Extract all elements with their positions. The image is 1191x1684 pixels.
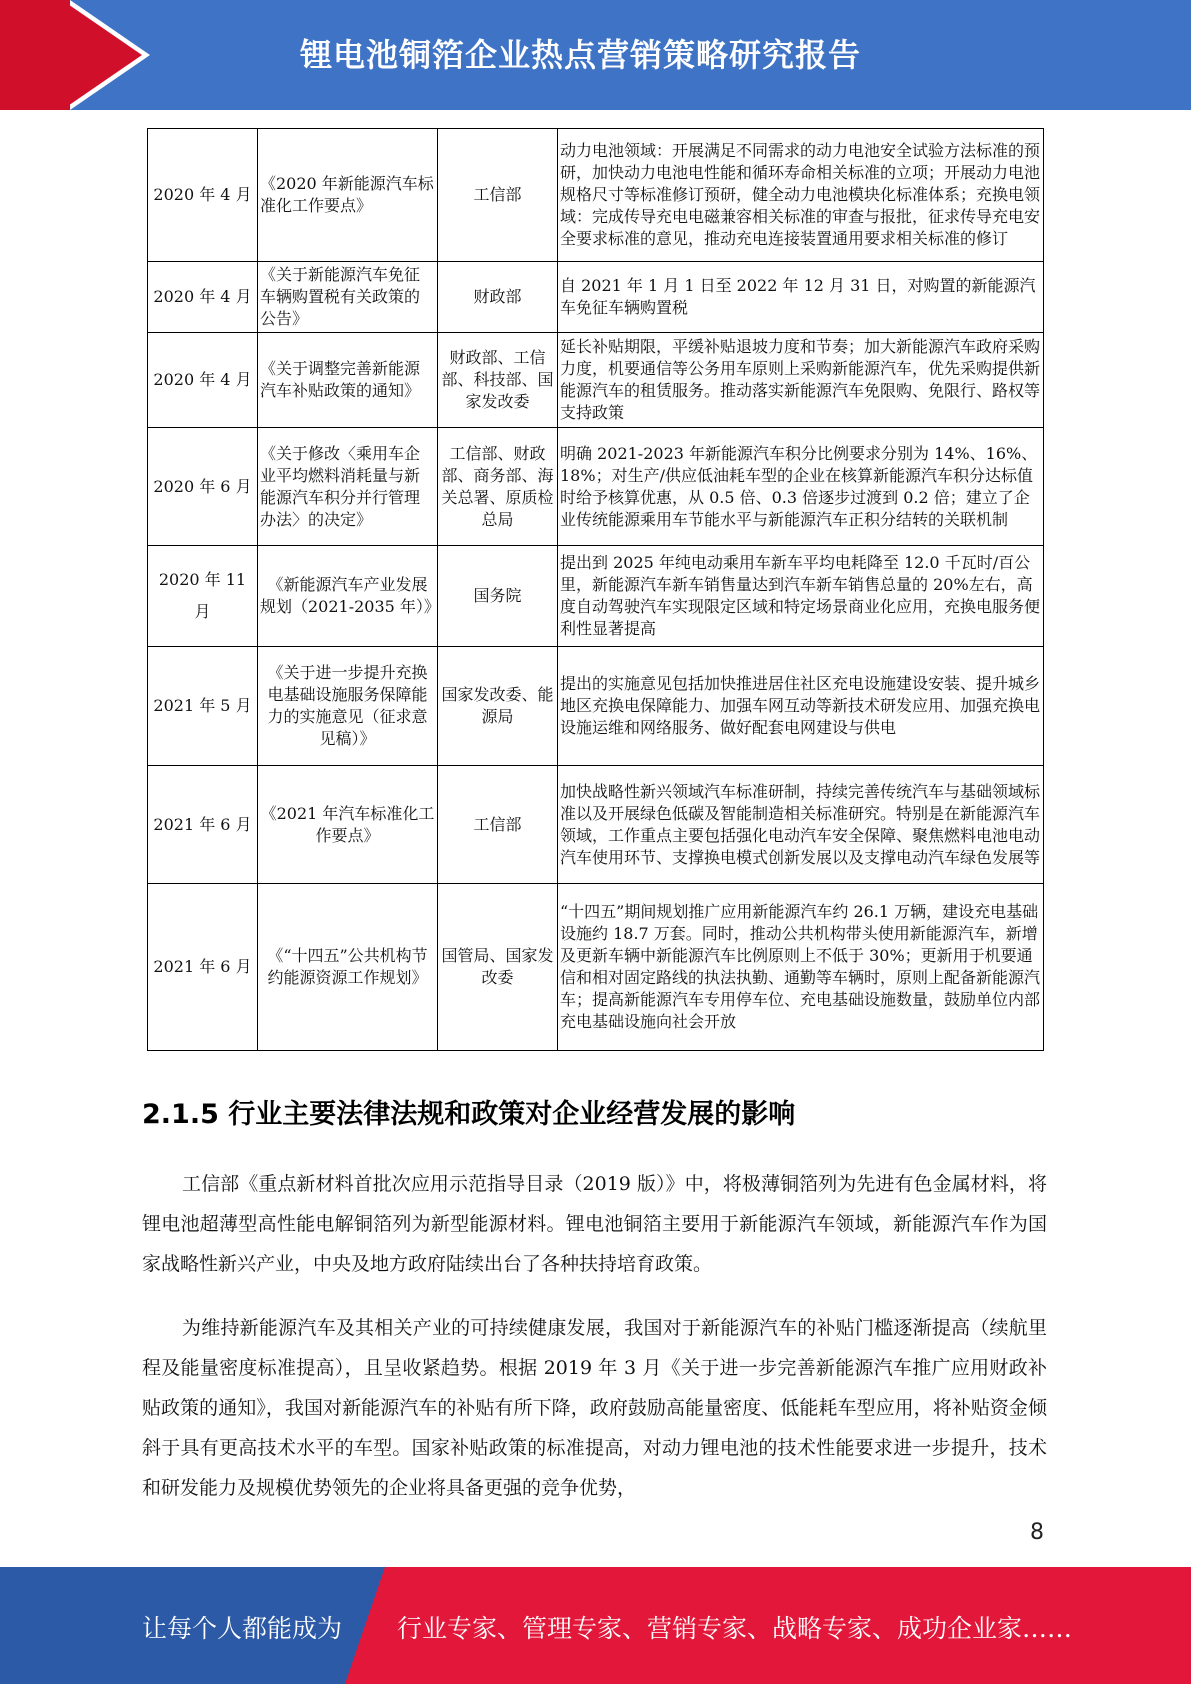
table-row [148, 884, 1044, 1051]
policy-org: 财政部、工信部、科技部、国家发改委 [438, 333, 558, 428]
policy-content: 加快战略性新兴领域汽车标准研制，持续完善传统汽车与基础领域标准以及开展绿色低碳及智能制造相关标准研究。特别是在新能源汽车领域，工作重点主要包括强化电动汽车安全保障、聚焦燃料电池电动汽车使用环节、支撑换电模式创新发展以及支撑电动汽车绿色发展等 [558, 766, 1044, 884]
policy-content: 明确 2021-2023 年新能源汽车积分比例要求分别为 14%、16%、18%；对生产/供应低油耗车型的企业在核算新能源汽车积分达标值时给予核算优惠，从 0.5 倍、0.3 倍逐步过渡到 0.2 倍；建立了企业传统能源乘用车节能水平与新能源汽车正积分结转的关联机制 [558, 428, 1044, 546]
header-bar [0, 0, 1191, 110]
policy-date: 2021 年 5 月 [148, 647, 258, 766]
body-paragraph: 为维持新能源汽车及其相关产业的可持续健康发展，我国对于新能源汽车的补贴门槛逐渐提高（续航里程及能量密度标准提高），且呈收紧趋势。根据 2019 年 3 月《关于进一步完善新能源汽车推广应用财政补贴政策的通知》，我国对新能源汽车的补贴有所下降，政府鼓励高能量密度、低能耗车型应用，将补贴资金倾斜于具有更高技术水平的车型。国家补贴政策的标准提高，对动力锂电池的技术性能要求进一步提升，技术和研发能力及规模优势领先的企业将具备更强的竞争优势， [142, 1317, 1047, 1499]
table-row [148, 546, 1044, 647]
policy-name: 《关于新能源汽车免征车辆购置税有关政策的公告》 [258, 262, 438, 333]
policy-org: 国管局、国家发改委 [438, 884, 558, 1051]
footer-slogan-left: 让每个人都能成为 [142, 1614, 343, 1643]
header-red-block [0, 0, 70, 110]
policy-content: 自 2021 年 1 月 1 日至 2022 年 12 月 31 日，对购置的新能源汽车免征车辆购置税 [558, 262, 1044, 333]
policy-name: 《“十四五”公共机构节约能源资源工作规划》 [258, 884, 438, 1051]
policy-name: 《关于调整完善新能源汽车补贴政策的通知》 [258, 333, 438, 428]
body-paragraph: 工信部《重点新材料首批次应用示范指导目录（2019 版）》中，将极薄铜箔列为先进有色金属材料，将锂电池超薄型高性能电解铜箔列为新型能源材料。锂电池铜箔主要用于新能源汽车领域，新能源汽车作为国家战略性新兴产业，中央及地方政府陆续出台了各种扶持培育政策。 [142, 1173, 1047, 1275]
policy-date: 2020 年 6 月 [148, 428, 258, 546]
policy-content: 提出的实施意见包括加快推进居住社区充电设施建设安装、提升城乡地区充换电保障能力、加强车网互动等新技术研发应用、加强充换电设施运维和网络服务、做好配套电网建设与供电 [558, 647, 1044, 766]
header-red-chevron [62, 0, 142, 110]
policy-date: 2021 年 6 月 [148, 884, 258, 1051]
policy-date: 2020 年 11 月 [148, 546, 258, 647]
policy-org: 工信部 [438, 766, 558, 884]
policy-name: 《新能源汽车产业发展规划（2021-2035 年）》 [258, 546, 438, 647]
footer-slogan-right: 行业专家、管理专家、营销专家、战略专家、成功企业家…… [397, 1614, 1073, 1643]
policy-content: 提出到 2025 年纯电动乘用车新车平均电耗降至 12.0 千瓦时/百公里，新能源汽车新车销售量达到汽车新车销售总量的 20%左右，高度自动驾驶汽车实现限定区域和特定场景商业化应用，充换电服务便利性显著提高 [558, 546, 1044, 647]
policy-date: 2020 年 4 月 [148, 129, 258, 262]
table-row [148, 129, 1044, 262]
policy-org: 工信部、财政部、商务部、海关总署、原质检总局 [438, 428, 558, 546]
policy-content: “十四五”期间规划推广应用新能源汽车约 26.1 万辆，建设充电基础设施约 18.7 万套。同时，推动公共机构带头使用新能源汽车，新增及更新车辆中新能源汽车比例原则上不低于 30%；更新用于机要通信和相对固定路线的执法执勤、通勤等车辆时，原则上配备新能源汽车；提高新能源汽车专用停车位、充电基础设施数量，鼓励单位内部充电基础设施向社会开放 [558, 884, 1044, 1051]
policy-name: 《关于修改〈乘用车企业平均燃料消耗量与新能源汽车积分并行管理办法〉的决定》 [258, 428, 438, 546]
policy-org: 国务院 [438, 546, 558, 647]
table-row [148, 766, 1044, 884]
policy-name: 《关于进一步提升充换电基础设施服务保障能力的实施意见（征求意见稿）》 [258, 647, 438, 766]
page-number: 8 [1030, 1520, 1044, 1545]
section-title: 2.1.5 行业主要法律法规和政策对企业经营发展的影响 [142, 1099, 796, 1130]
policy-table [147, 128, 1044, 1051]
policy-date: 2020 年 4 月 [148, 333, 258, 428]
report-title: 锂电池铜箔企业热点营销策略研究报告 [300, 36, 862, 74]
policy-date: 2021 年 6 月 [148, 766, 258, 884]
table-row [148, 333, 1044, 428]
policy-content: 延长补贴期限，平缓补贴退坡力度和节奏；加大新能源汽车政府采购力度，机要通信等公务用车原则上采购新能源汽车，优先采购提供新能源汽车的租赁服务。推动落实新能源汽车免限购、免限行、路权等支持政策 [558, 333, 1044, 428]
table-row [148, 647, 1044, 766]
table-row [148, 262, 1044, 333]
policy-name: 《2021 年汽车标准化工作要点》 [258, 766, 438, 884]
policy-org: 工信部 [438, 129, 558, 262]
table-row [148, 428, 1044, 546]
policy-org: 财政部 [438, 262, 558, 333]
policy-content: 动力电池领域：开展满足不同需求的动力电池安全试验方法标准的预研，加快动力电池电性能和循环寿命相关标准的立项；开展动力电池规格尺寸等标准修订预研，健全动力电池模块化标准体系；充换电领域：完成传导充电电磁兼容相关标准的审查与报批，征求传导充电安全要求标准的意见，推动充电连接装置通用要求相关标准的修订 [558, 129, 1044, 262]
policy-name: 《2020 年新能源汽车标准化工作要点》 [258, 129, 438, 262]
policy-date: 2020 年 4 月 [148, 262, 258, 333]
policy-org: 国家发改委、能源局 [438, 647, 558, 766]
